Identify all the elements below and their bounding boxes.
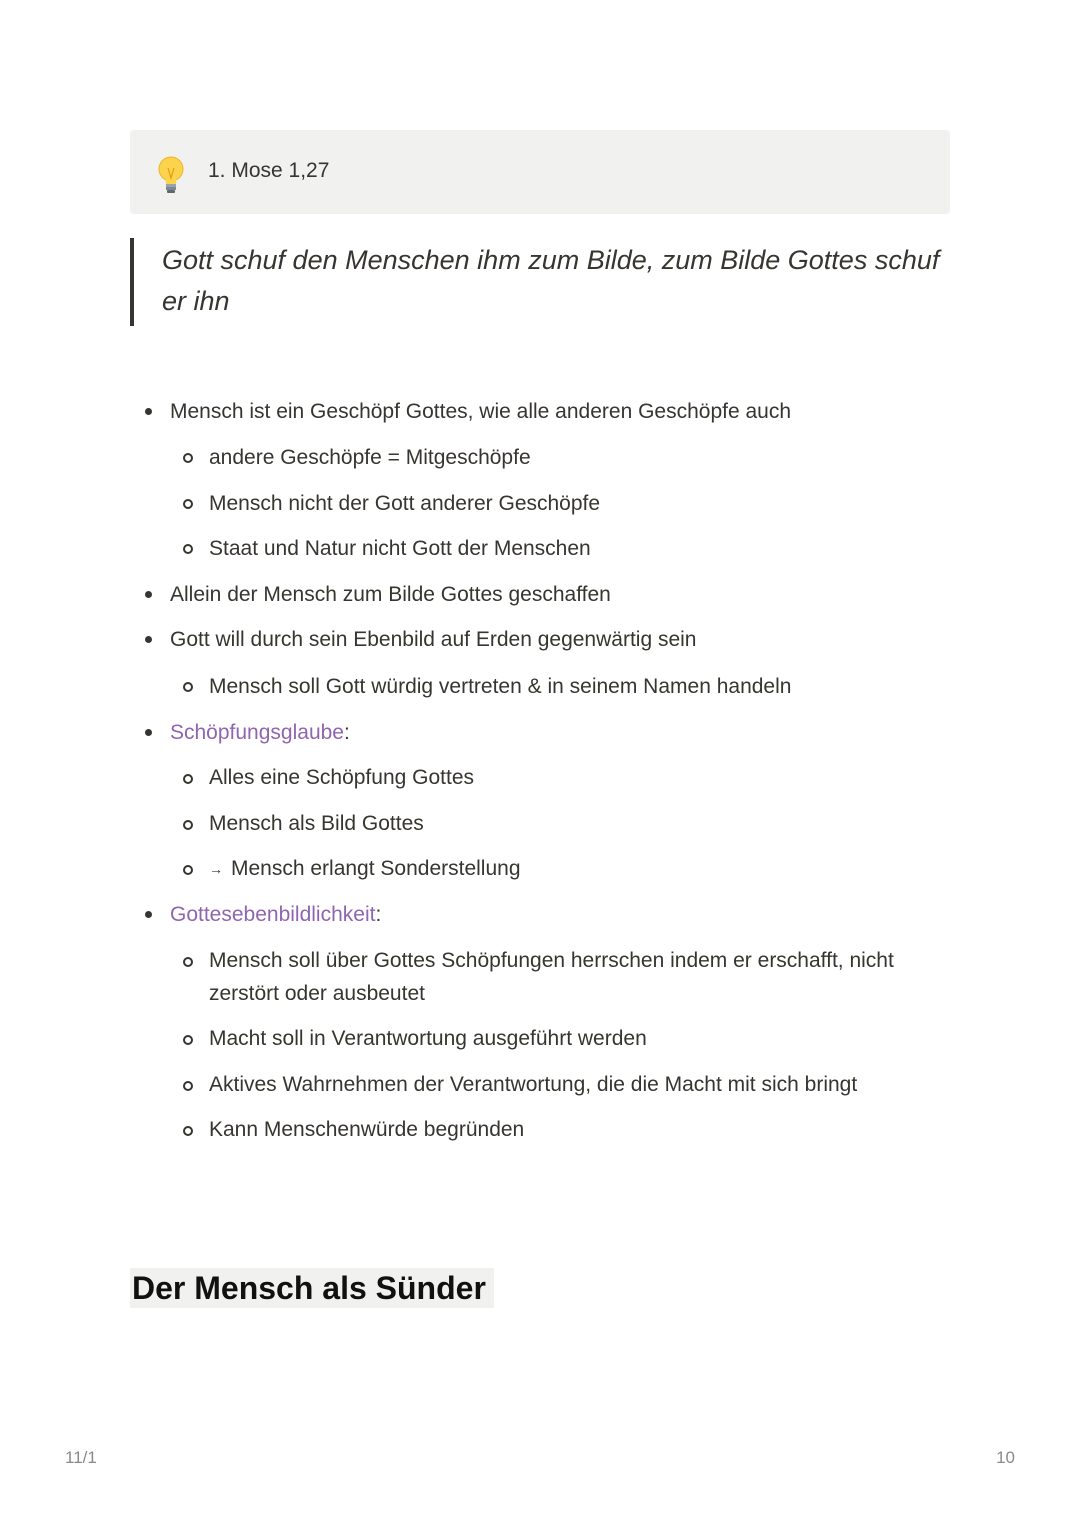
- list-item: Macht soll in Verantwortung ausgeführt werden: [209, 1027, 647, 1050]
- bullet-ring: [183, 499, 193, 509]
- list-item: andere Geschöpfe = Mitgeschöpfe: [209, 446, 531, 469]
- bullet-dot: [145, 636, 152, 643]
- list-item: Aktives Wahrnehmen der Verantwortung, die die Macht mit sich bringt: [209, 1073, 858, 1096]
- bullet-ring: [183, 774, 193, 784]
- list-item: Mensch als Bild Gottes: [209, 812, 424, 835]
- colon: :: [375, 903, 382, 926]
- list-item-text: Mensch erlangt Sonderstellung: [231, 857, 521, 880]
- list-item: Kann Menschenwürde begründen: [209, 1118, 525, 1141]
- list-item: [209, 852, 949, 887]
- list-item: Mensch ist ein Geschöpf Gottes, wie alle anderen Geschöpfe auch: [170, 400, 792, 423]
- bullet-ring: [183, 820, 193, 830]
- blockquote: Gott schuf den Menschen ihm zum Bilde, zum Bilde Gottes schuf er ihn: [130, 238, 960, 326]
- list-item: [170, 898, 950, 931]
- bullet-dot: [145, 911, 152, 918]
- bullet-ring: [183, 453, 193, 463]
- bullet-dot: [145, 591, 152, 598]
- callout-text: 1. Mose 1,27: [208, 159, 330, 182]
- schoepfungsglaube-link[interactable]: Schöpfungsglaube: [170, 721, 344, 744]
- bullet-ring: [183, 1126, 193, 1136]
- section-heading: Der Mensch als Sünder: [130, 1268, 494, 1308]
- list-item: Mensch soll Gott würdig vertreten & in seinem Namen handeln: [209, 675, 792, 698]
- list-item: Mensch nicht der Gott anderer Geschöpfe: [209, 492, 601, 515]
- list-item: [170, 716, 950, 749]
- list-item: Alles eine Schöpfung Gottes: [209, 766, 475, 789]
- bullet-ring: [183, 1081, 193, 1091]
- bullet-ring: [183, 682, 193, 692]
- arrow-right-icon: →: [209, 861, 223, 877]
- list-item: Mensch soll über Gottes Schöpfungen herrschen indem er erschafft, nicht zerstört oder ausbeutet: [209, 949, 894, 1005]
- page-number: 10: [996, 1448, 1015, 1467]
- list-item: Staat und Natur nicht Gott der Menschen: [209, 537, 591, 560]
- bullet-ring: [183, 957, 193, 967]
- list-item: Gott will durch sein Ebenbild auf Erden gegenwärtig sein: [170, 628, 697, 651]
- bullet-ring: [183, 1035, 193, 1045]
- footer-label: 11/1: [65, 1448, 97, 1467]
- bullet-ring: [183, 865, 193, 875]
- bullet-ring: [183, 544, 193, 554]
- colon: :: [343, 721, 350, 744]
- gottesebenbildlichkeit-link[interactable]: Gottesebenbildlichkeit: [170, 903, 376, 926]
- bullet-dot: [145, 408, 152, 415]
- bullet-dot: [145, 729, 152, 736]
- list-item: Allein der Mensch zum Bilde Gottes geschaffen: [170, 583, 611, 606]
